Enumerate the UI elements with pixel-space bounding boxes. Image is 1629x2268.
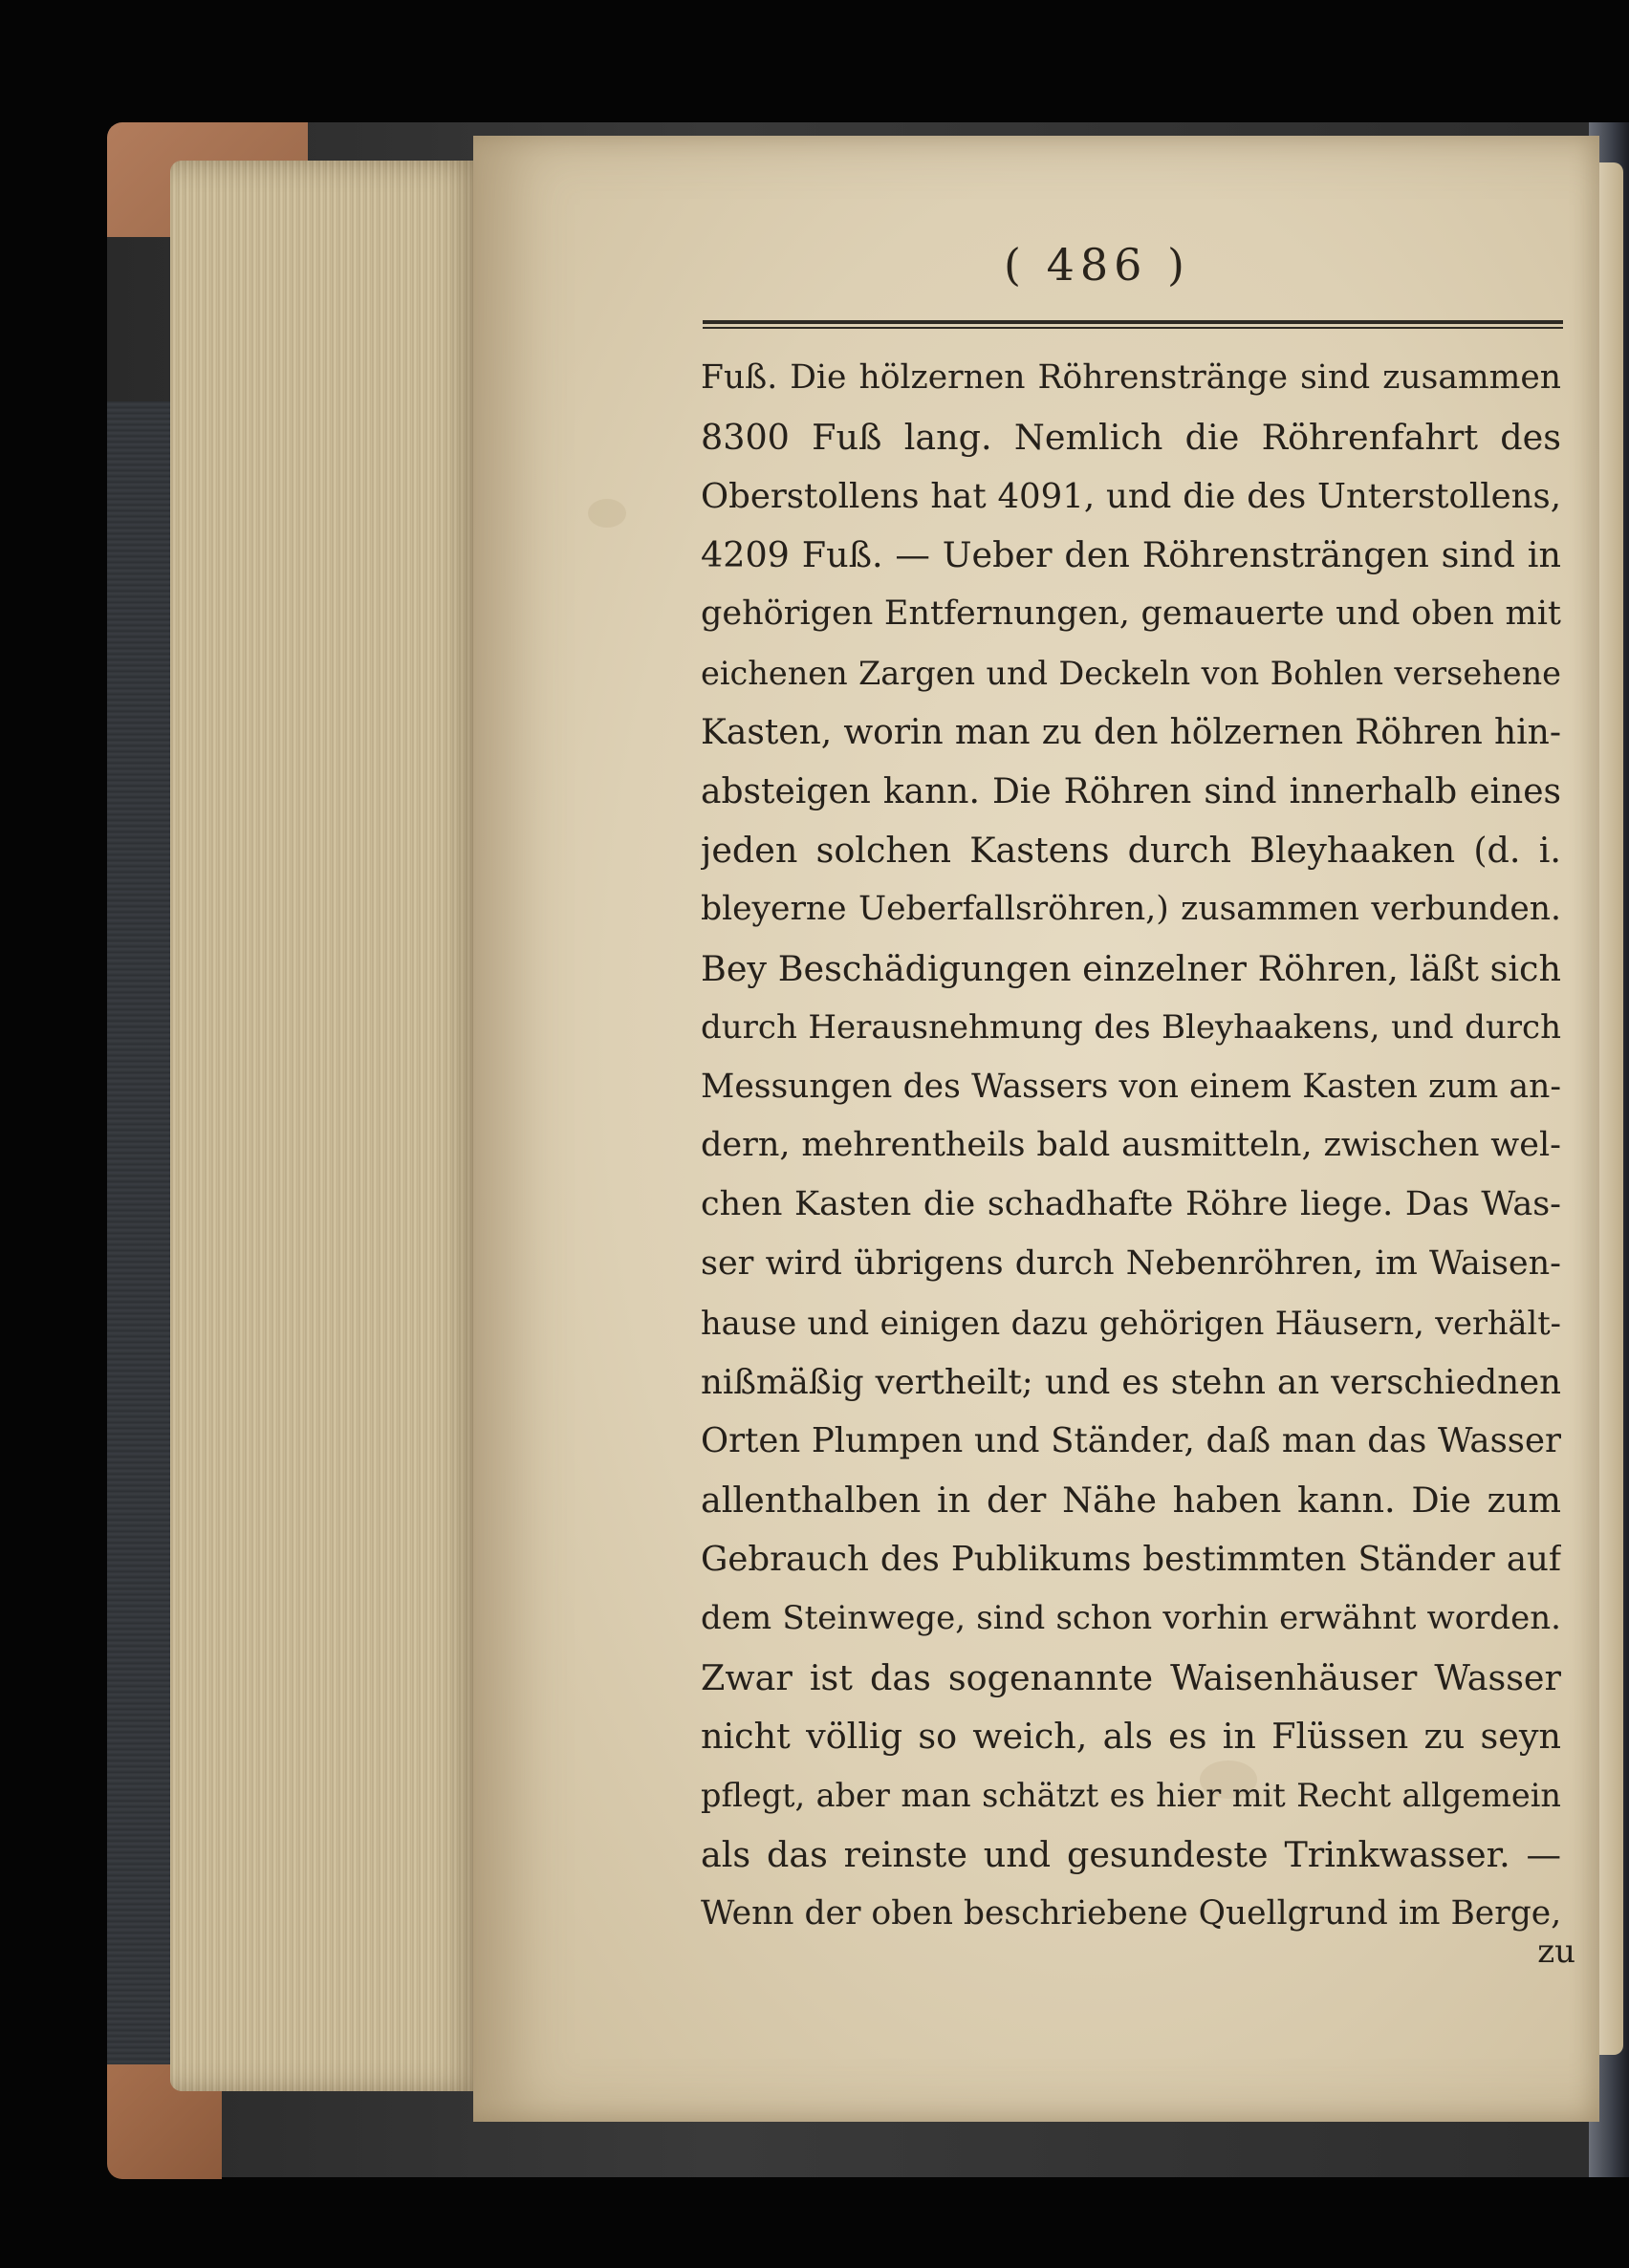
text-line: als das reinste und gesundeste Trinkwasser. —: [701, 1833, 1561, 1875]
text-line: durch Herausnehmung des Bleyhaakens, und durch: [701, 1007, 1561, 1047]
text-line: Zwar ist das sogenannte Waisenhäuser Wasser: [701, 1656, 1561, 1698]
text-line: bleyerne Ueberfallsröhren,) zusammen verbunden.: [701, 890, 1561, 929]
text-line: gehörigen Entfernungen, gemauerte und oben mit: [701, 594, 1561, 634]
cover-edge: [107, 401, 174, 2064]
text-line: Messungen des Wassers von einem Kasten zum an-: [701, 1067, 1561, 1106]
text-line: 8300 Fuß lang. Nemlich die Röhrenfahrt des: [701, 416, 1561, 458]
facing-page-edge: [1598, 162, 1623, 2055]
text-line: 4209 Fuß. — Ueber den Röhrensträngen sind in: [701, 534, 1561, 576]
text-line: Kasten, worin man zu den hölzernen Röhren hin-: [701, 712, 1561, 752]
page-number: ( 486 ): [1004, 239, 1190, 291]
text-line: Oberstollens hat 4091, und die des Unterstollens,: [701, 476, 1561, 516]
paper-spot: [588, 499, 626, 528]
text-line: absteigen kann. Die Röhren sind innerhalb eines: [701, 771, 1561, 811]
body-text: [701, 349, 1561, 1933]
page-header: [473, 239, 1599, 315]
text-line: Bey Beschädigungen einzelner Röhren, läßt sich: [701, 947, 1561, 989]
header-rule: [703, 320, 1563, 329]
text-line: allenthalben in der Nähe haben kann. Die zum: [701, 1480, 1561, 1522]
text-line: Orten Plumpen und Ständer, daß man das Wasser: [701, 1421, 1561, 1461]
text-line: Fuß. Die hölzernen Röhrenstränge sind zusammen: [701, 358, 1561, 397]
text-line: Gebrauch des Publikums bestimmten Ständer auf: [701, 1539, 1561, 1579]
text-line: nißmäßig vertheilt; und es stehn an verschiednen: [701, 1362, 1561, 1402]
text-line: ser wird übrigens durch Nebenröhren, im Waisen-: [701, 1243, 1561, 1283]
text-line: dern, mehrentheils bald ausmitteln, zwischen wel-: [701, 1126, 1561, 1165]
page-block-edge: [170, 161, 486, 2091]
catchword: zu: [1537, 1933, 1575, 1971]
text-line: chen Kasten die schadhafte Röhre liege. Das Was-: [701, 1185, 1561, 1224]
text-line: hause und einigen dazu gehörigen Häusern, verhält-: [701, 1304, 1561, 1342]
text-line: jeden solchen Kastens durch Bleyhaaken (d. i.: [701, 830, 1561, 872]
text-line: dem Steinwege, sind schon vorhin erwähnt worden.: [701, 1598, 1561, 1637]
text-line: pflegt, aber man schätzt es hier mit Recht allgemein: [701, 1777, 1561, 1815]
text-line: nicht völlig so weich, als es in Flüssen zu seyn: [701, 1716, 1561, 1758]
text-line: Wenn der oben beschriebene Quellgrund im Berge,: [701, 1893, 1561, 1933]
text-line: eichenen Zargen und Deckeln von Bohlen versehene: [701, 654, 1561, 692]
